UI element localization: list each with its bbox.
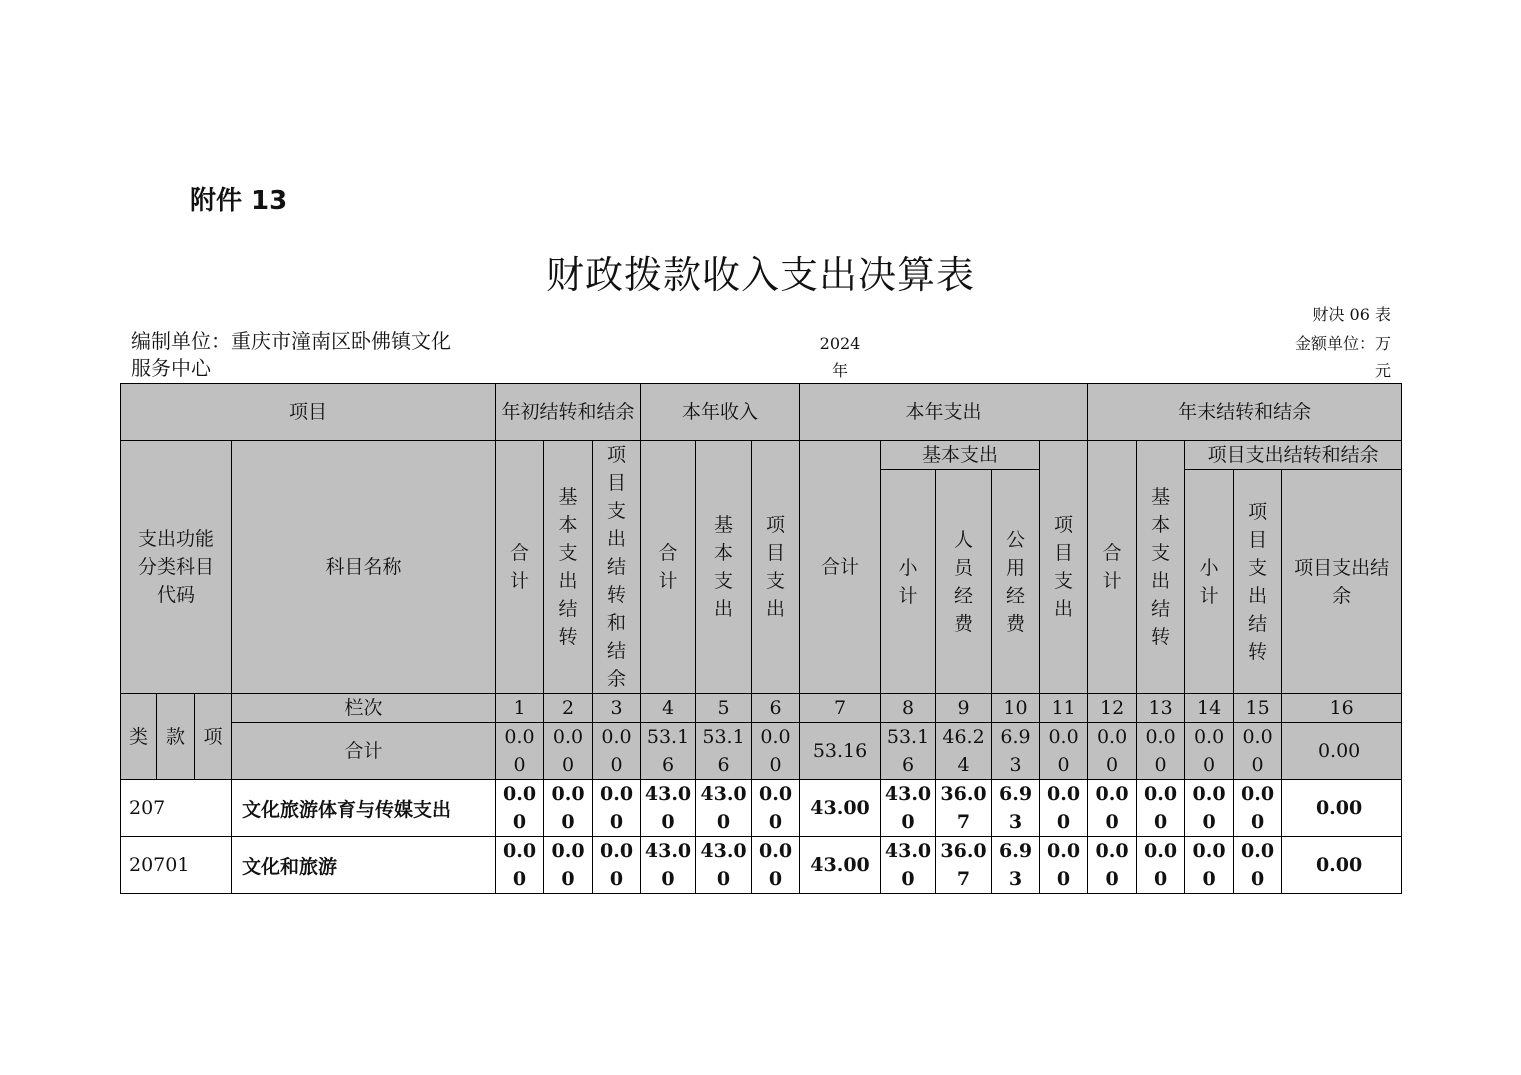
table-cell: 0.00 [1088, 723, 1137, 780]
table-cell: 0.00 [1282, 723, 1402, 780]
table-cell: 53.16 [641, 723, 696, 780]
col-number: 2 [544, 694, 593, 723]
header-public: 公用经费 [992, 470, 1040, 694]
col-number: 11 [1040, 694, 1088, 723]
row-code: 207 [121, 780, 232, 837]
row-name: 文化旅游体育与传媒支出 [232, 780, 496, 837]
col-number: 16 [1282, 694, 1402, 723]
attachment-label: 附件 13 [190, 186, 288, 216]
header-expense-total: 合计 [800, 441, 881, 694]
table-cell: 43.00 [641, 837, 696, 894]
table-cell: 53.16 [881, 723, 936, 780]
table-cell: 0.00 [1088, 837, 1137, 894]
fiscal-year-line1: 2024 年 [819, 334, 861, 380]
table-cell: 43.00 [641, 780, 696, 837]
header-personnel: 人员经费 [936, 470, 992, 694]
header-item: 项目 [121, 384, 496, 441]
header-subject-name: 科目名称 [232, 441, 496, 694]
compiling-unit [131, 328, 491, 382]
table-cell: 0.00 [1137, 837, 1185, 894]
table-cell: 46.24 [936, 723, 992, 780]
row-code: 20701 [121, 837, 232, 894]
col-number: 5 [696, 694, 752, 723]
header-lei: 类 [121, 694, 157, 780]
table-cell: 0.00 [593, 780, 641, 837]
header-carry-end: 年末结转和结余 [1088, 384, 1402, 441]
table-cell: 0.00 [544, 780, 593, 837]
header-begin-basic-carry: 基本支出结转 [544, 441, 593, 694]
table-cell: 0.00 [1040, 780, 1088, 837]
compiling-unit-line1: 编制单位：重庆市潼南区卧佛镇文化 [131, 329, 451, 353]
header-basic-subtotal: 小计 [881, 470, 936, 694]
header-begin-total: 合计 [496, 441, 544, 694]
header-income: 本年收入 [641, 384, 800, 441]
header-xiang: 项 [195, 694, 232, 780]
table-cell: 43.00 [800, 837, 881, 894]
table-cell: 43.00 [696, 837, 752, 894]
table-cell: 6.93 [992, 723, 1040, 780]
page-title: 财政拨款收入支出决算表 [545, 253, 975, 297]
amount-unit-line2: 元 [1374, 361, 1391, 380]
header-expense-project: 项目支出 [1040, 441, 1088, 694]
row-name: 合计 [232, 723, 496, 780]
col-number: 15 [1234, 694, 1282, 723]
col-number: 10 [992, 694, 1040, 723]
table-cell: 0.00 [1234, 723, 1282, 780]
table-row [121, 837, 1402, 894]
col-number: 13 [1137, 694, 1185, 723]
table-cell: 53.16 [800, 723, 881, 780]
amount-unit-line1: 金额单位：万 [1294, 334, 1391, 353]
form-number: 财决 06 表 [1312, 305, 1391, 324]
budget-table [120, 383, 1402, 894]
header-project-subtotal: 小计 [1185, 470, 1234, 694]
table-cell: 0.00 [752, 780, 800, 837]
header-expense: 本年支出 [800, 384, 1088, 441]
col-number: 1 [496, 694, 544, 723]
table-cell: 0.00 [1185, 723, 1234, 780]
header-kuan: 款 [157, 694, 195, 780]
table-cell: 0.00 [1234, 837, 1282, 894]
table-row [121, 780, 1402, 837]
col-number: 3 [593, 694, 641, 723]
table-cell: 0.00 [496, 837, 544, 894]
table-cell: 0.00 [1234, 780, 1282, 837]
header-end-basic-carry: 基本支出结转 [1137, 441, 1185, 694]
compiling-unit-line2: 服务中心 [131, 356, 211, 380]
table-cell: 0.00 [1137, 723, 1185, 780]
header-project-carry: 项目支出结转和结余 [1185, 441, 1402, 470]
table-cell: 43.00 [800, 780, 881, 837]
header-income-total: 合计 [641, 441, 696, 694]
header-income-basic: 基本支出 [696, 441, 752, 694]
table-cell: 0.00 [1137, 780, 1185, 837]
table-row-total [121, 723, 1402, 780]
col-number: 9 [936, 694, 992, 723]
table-cell: 0.00 [1282, 780, 1402, 837]
header-basic-expense: 基本支出 [881, 441, 1040, 470]
table-cell: 0.00 [752, 837, 800, 894]
col-number: 7 [800, 694, 881, 723]
table-cell: 0.00 [1282, 837, 1402, 894]
row-name: 文化和旅游 [232, 837, 496, 894]
header-income-project: 项目支出 [752, 441, 800, 694]
table-cell: 0.00 [1040, 837, 1088, 894]
header-carry-begin: 年初结转和结余 [496, 384, 641, 441]
col-number: 4 [641, 694, 696, 723]
table-cell: 6.93 [992, 837, 1040, 894]
amount-unit [1281, 330, 1391, 384]
table-cell: 0.00 [544, 723, 593, 780]
table-cell: 36.07 [936, 837, 992, 894]
col-number: 12 [1088, 694, 1137, 723]
header-begin-project-carry: 项目支出结转和结余 [593, 441, 641, 694]
table-cell: 0.00 [544, 837, 593, 894]
table-cell: 0.00 [1185, 837, 1234, 894]
header-lanci: 栏次 [232, 694, 496, 723]
table-cell: 0.00 [1040, 723, 1088, 780]
col-number: 6 [752, 694, 800, 723]
header-end-total: 合计 [1088, 441, 1137, 694]
table-cell: 0.00 [593, 723, 641, 780]
table-cell: 43.00 [696, 780, 752, 837]
table-cell: 53.16 [696, 723, 752, 780]
table-cell: 36.07 [936, 780, 992, 837]
table-cell: 0.00 [496, 780, 544, 837]
table-cell: 0.00 [1088, 780, 1137, 837]
col-number: 14 [1185, 694, 1234, 723]
header-project-carry-short: 项目支出结转 [1234, 470, 1282, 694]
table-cell: 0.00 [752, 723, 800, 780]
table-cell: 6.93 [992, 780, 1040, 837]
table-cell: 43.00 [881, 780, 936, 837]
table-cell: 43.00 [881, 837, 936, 894]
table-cell: 0.00 [496, 723, 544, 780]
header-func-code: 支出功能分类科目代码 [121, 441, 232, 694]
table-cell: 0.00 [1185, 780, 1234, 837]
col-number: 8 [881, 694, 936, 723]
table-cell: 0.00 [593, 837, 641, 894]
header-project-balance: 项目支出结余 [1282, 470, 1402, 694]
